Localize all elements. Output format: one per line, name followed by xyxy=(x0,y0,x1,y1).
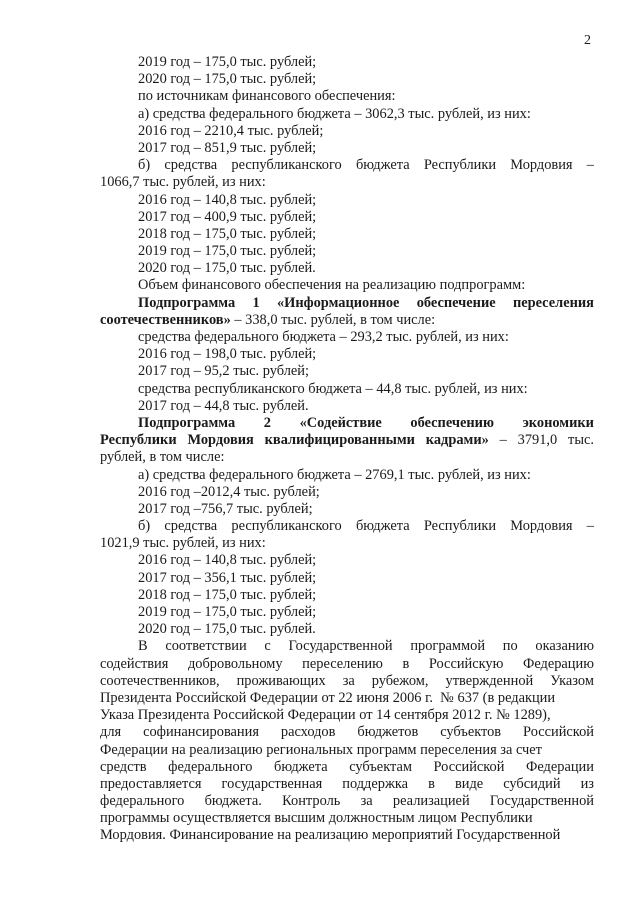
text-line: 2020 год – 175,0 тыс. рублей. xyxy=(138,621,316,638)
subprogram-1-heading: Подпрограмма 1 «Информационное обеспечение переселения xyxy=(138,294,594,311)
text-line: Объем финансового обеспечения на реализацию подпрограмм: xyxy=(138,277,526,294)
text-line: 2016 год – 140,8 тыс. рублей; xyxy=(138,552,317,569)
text-line: Федерации на реализацию региональных программ переселения за счет xyxy=(100,741,542,758)
text-line: б) средства республиканского бюджета Республики Мордовия – xyxy=(138,157,594,174)
text-line: 2018 год – 175,0 тыс. рублей; xyxy=(138,586,317,603)
text-line: 2020 год – 175,0 тыс. рублей. xyxy=(138,260,316,277)
text-line: федерального бюджета. Контроль за реализацией Государственной xyxy=(100,793,594,810)
text-line: Указа Президента Российской Федерации от 14 сентября 2012 г. № 1289), xyxy=(100,707,551,724)
text-line: Президента Российской Федерации от 22 июня 2006 г. № 637 (в редакции xyxy=(100,689,556,706)
text-line: предоставляется государственная поддержка в виде субсидий из xyxy=(100,775,594,792)
text-line: 2016 год – 2210,4 тыс. рублей; xyxy=(138,122,324,139)
text-line: 1066,7 тыс. рублей, из них: xyxy=(100,174,266,191)
text-line: по источникам финансового обеспечения: xyxy=(138,88,396,105)
text-line: для софинансирования расходов бюджетов субъектов Российской xyxy=(100,724,594,741)
text-line: 2017 год – 44,8 тыс. рублей. xyxy=(138,397,309,414)
text-line: Республики Мордовия квалифицированными кадрами» – 3791,0 тыс. xyxy=(100,432,594,449)
text-line: 2017 год – 356,1 тыс. рублей; xyxy=(138,569,317,586)
text-line: 2017 год –756,7 тыс. рублей; xyxy=(138,500,313,517)
text-line: средств федерального бюджета субъектам Российской Федерации xyxy=(100,758,594,775)
text-line: содействия добровольному переселению в Российскую Федерацию xyxy=(100,655,594,672)
text-line: В соответствии с Государственной программой по оказанию xyxy=(138,638,594,655)
text-line: 2018 год – 175,0 тыс. рублей; xyxy=(138,225,317,242)
text-line: 2016 год –2012,4 тыс. рублей; xyxy=(138,483,320,500)
subprogram-2-heading: Подпрограмма 2 «Содействие обеспечению экономики xyxy=(138,414,594,431)
text-line: 2016 год – 198,0 тыс. рублей; xyxy=(138,346,317,363)
text-line: 2019 год – 175,0 тыс. рублей; xyxy=(138,54,317,70)
text-line: 2017 год – 851,9 тыс. рублей; xyxy=(138,139,317,156)
text-line: соотечественников» – 338,0 тыс. рублей, в том числе: xyxy=(100,311,436,328)
text-line: 2019 год – 175,0 тыс. рублей; xyxy=(138,243,317,260)
text-line: 2019 год – 175,0 тыс. рублей; xyxy=(138,604,317,620)
text-line: 2020 год – 175,0 тыс. рублей; xyxy=(138,71,317,88)
document-body xyxy=(100,54,594,845)
text-line: средства республиканского бюджета – 44,8 тыс. рублей, из них: xyxy=(138,380,528,397)
text-line: 2017 год – 95,2 тыс. рублей; xyxy=(138,363,309,380)
text-line: программы осуществляется высшим должностным лицом Республики xyxy=(100,810,533,827)
text-line: средства федерального бюджета – 293,2 тыс. рублей, из них: xyxy=(138,329,509,345)
text-line: соотечественников, проживающих за рубежом, утвержденной Указом xyxy=(100,672,594,689)
text-line: а) средства федерального бюджета – 2769,1 тыс. рублей, из них: xyxy=(138,466,531,483)
text-line: рублей, в том числе: xyxy=(100,449,225,466)
text-line: а) средства федерального бюджета – 3062,3 тыс. рублей, из них: xyxy=(138,105,531,122)
text-line: Мордовия. Финансирование на реализацию мероприятий Государственной xyxy=(100,827,561,844)
text-line: 2016 год – 140,8 тыс. рублей; xyxy=(138,191,317,208)
text-line: 2017 год – 400,9 тыс. рублей; xyxy=(138,208,317,225)
text-line: 1021,9 тыс. рублей, из них: xyxy=(100,535,266,552)
page-number: 2 xyxy=(584,33,591,48)
text-line: б) средства республиканского бюджета Республики Мордовия – xyxy=(138,518,594,535)
